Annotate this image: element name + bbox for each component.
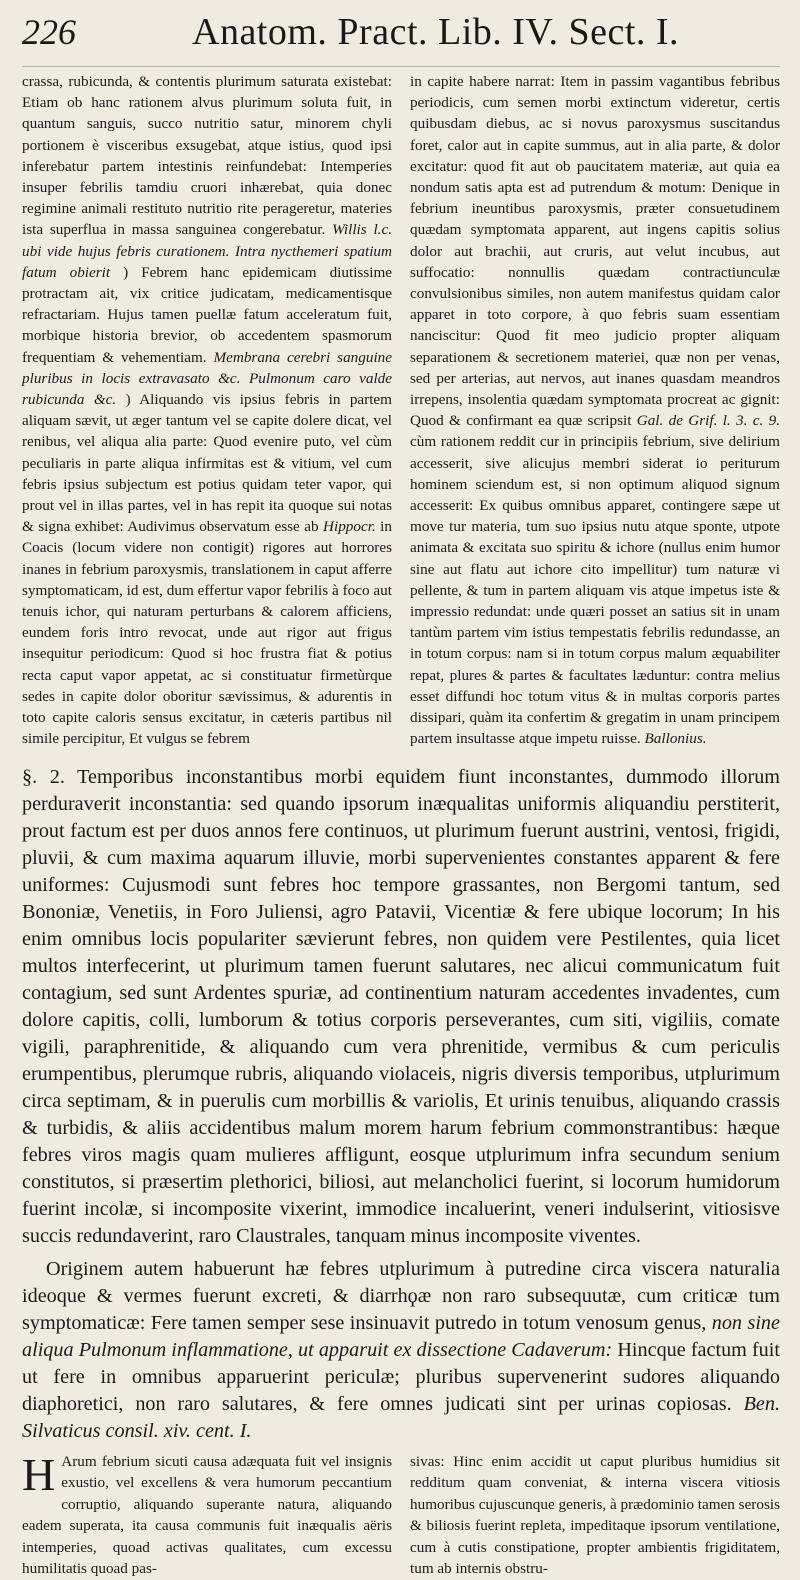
italic-run: Intra nycthemeri spatium fatum obierit [22,242,392,281]
paragraph [22,764,780,1250]
paragraph [22,1256,780,1445]
text-run: ) Febrem hanc epidemicam diutissime protractam ait, vix critice judicatam, medicamentisque refractariam. Hujus tamen puellæ fatum acceleratum fuit, morbique historia brevior, ob accedentem spasmorum frequentiam & vehementiam. [22,263,393,366]
italic-run: non sine aliqua Pulmonum inflammatione, ut apparuit ex dissectione Cadaverum: [22,1311,780,1361]
section-2-text [22,764,780,1445]
italic-run: Ballonius. [644,730,707,748]
right-column-paragraph [410,71,780,750]
top-columns [22,71,780,750]
text-run: cùm rationem reddit cur in principiis febrium, sive delirium accesserit, sive alicujus membri siderat io periturum hominem sciendum est, si non optimum aliquod signum accesserit: Ex quibus omnibus apparet, contingere sæpe ut move tur materia, tum suo ipsius nutu atque sponte, utpote animata & excitata suo spiritu & ichore (nullus enim humor sine aut flatu aut ichore cito impellitur) tum naturæ vi pellente, & tum in partem aliquam vis atque impetus iste & impressio redundat: unde quæri posset an satius sit in unam tantùm partem vim istius tempestatis febrilis redundasse, an in totum corpus: nam si in totum corpus malum æquabiliter repat, plures & partes & facultates læduntur: contra melius esset diffundi hoc totum vitus & in multas corporis partes dissipari, quàm ita confertim & gregatim in unam principem partem insultasse atque impetu ruisse. [410,433,780,748]
left-column [22,71,392,750]
bottom-left-column [22,1448,392,1580]
bottom-columns [22,1448,780,1580]
italic-run: Willis l.c. ubi vide hujus febris curationem. [22,221,392,260]
bottom-right-column [410,1451,780,1580]
section-paragraph [22,1256,780,1445]
bottom-left-text: Arum febrium sicuti causa adæquata fuit vel insignis exustio, vel excellens & vera humorum peccantium corruptio, aliquando superante natura, aliquando eadem superata, ita causa communis fuit inæqualis aëris intemperies, quoad activas qualitates, cum excessu humilitatis quoad pas- [22,1452,392,1577]
italic-run: Hippocr. [323,518,376,536]
text-run: Originem autem habuerunt hæ febres utplurimum à putredine circa viscera naturalia ideoque & vermes fuerunt excreti, & diarrhϙæ non raro subsequutæ, cum criticæ tum symptomaticæ: Fere tamen semper sese insinuavit putredo in totum venosum genus, [22,1257,780,1334]
text-run: crassa, rubicunda, & contentis plurimum saturata existebat: Etiam ob hanc rationem alvus plurimum soluta fuit, in quantum sanguis, succo nutritio satur, minorem chyli portionem è visceribus exsugebat, atque istius, quod ipsi inferebatur partem intestinis reinfundebat: Intemperies insuper febrilis tamdiu cruori inhærebat, quia donec regimine animali restituto nutritio rite perageretur, materies ista superflua in massa sanguinea congerebatur. [22,73,392,239]
text-run: ) Aliquando vis ipsius febris in partem aliquam sævit, ut æger tantum vel se capite dolere dicat, vel renibus, vel aliqua alia parte: Quod evenire puto, vel cùm peculiaris in parte aliqua infirmitas est & vitium, vel cum febris ipsius subjectum est potius quidam teter vapor, qui prout vel in illas partes, vel in has repit ita quoque sui notas & signa exhibet: Audivimus observatum esse ab [22,391,392,536]
text-run: in Coacis (locum videre non contigit) rigores aut horrores inanes in febrium paroxysmis, translationem in caput afferre symptomaticam, id est, dum effertur vapor febrilis à foco aut tenuis ichor, qui naturam perturbans & calorem afficiens, eundem foris intro revocat, unde aut rigor aut frigus insequitur periodicum: Quod si hoc frustra fiat & potius recta caput vapor appetat, ac si constituatur firmetùrque sedes in capite dolor oboritur sævissimus, & adurentis in toto capite caloris sensus excitatur, in cæteris partibus nil simile percipitur, Et vulgus se febrem [22,518,392,748]
italic-run: Membrana cerebri sanguine pluribus in locis extravasato &c. Pulmonum caro valde rubicunda &c. [22,348,392,409]
text-run: in capite habere narrat: Item in passim vagantibus febribus periodicis, cum semen morbi extinctum videretur, certis quibusdam diebus, ac si novus paroxysmus suscitandus foret, calor aut in capite summus, aut in alia parte, & dolor excitatur: quod fit aut ob paucitatem materiæ, aut quia ea nondum satis apta est ad putrendum & motum: Denique in febrium ineuntibus paroxysmis, præter consuetudinem quædam symptomata apparent, aut ingens capitis solius dolor aut brachii, aut cruris, aut velut incubus, aut suffocatio: nonnullis quædam contractiunculæ convulsionibus similes, non autem manifestus quidam calor apparet in toto corpore, à quo febris suam essentiam nanciscitur: Quod fit meo judicio propter aliquam separationem & secretionem materiei, quæ non per venas, sed per arterias, aut nervos, aut inanes quasdam meandros irrepens, insolentia quædam symptomata procreat ac gignit: Quod & confirmant ea quæ scripsit [410,73,780,430]
italic-run: Ben. Silvaticus consil. xiv. cent. I. [22,1392,780,1442]
page-header [22,10,780,67]
page-number: 226 [22,12,76,52]
right-column [410,71,780,750]
section-paragraph [22,764,780,1250]
drop-cap: H [22,1448,56,1500]
bottom-right-text: sivas: Hinc enim accidit ut caput pluribus humidius sit redditum quam conveniat, & interna viscera vitiosis humoribus cujuscunque generis, à prædominio tamen serosis & biliosis fuerint repleta, impeditaque ipsorum ventilatione, cum à cutis constipatione, propter ambientis frigiditatem, tum ab internis obstru- [410,1452,780,1577]
left-column-paragraph [22,71,392,750]
text-run: §. 2. Temporibus inconstantibus morbi equidem fiunt inconstantes, dummodo illorum perduraverit inconstantia: sed quando ipsorum inæqualitas uniformis aliquandiu perstiterit, prout factum est per duos annos fere continuos, ut plurimum fuerunt austrini, ventosi, frigidi, pluvii, & cum maxima aquarum illuvie, morbi supervenientes constantes apparent & fere uniformes: Cujusmodi sunt febres hoc tempore grassantes, non Bergomi tantum, sed Bononiæ, Venetiis, in Foro Juliensi, agro Patavii, Vicentiæ & fere ubique locorum; In his enim omnibus locis populariter sævierunt febres, non quidem vere Pestilentes, quia licet multos interfecerint, ut plurimum tamen fuerunt salutares, nec alicui communicatum fuit contagium, sed sunt Ardentes spuriæ, ad continentium naturam accedentes invadentes, cum dolore capitis, colli, lumborum & totius corporis perseverantes, cum siti, vigiliis, comate vigili, paraphrenitide, & aliquando cum vera phrenitide, vermibus & cum periculis erumpentibus, plerumque rubris, aliquando violaceis, nigris diversis temporibus, utplurimum circa septimam, & in puerulis cum morbillis & variolis, Et urinis tenuibus, aliquando crassis & turbidis, & aliis accidentibus malum morem harum febrium commonstrantibus: hæque febres viros magis quam mulieres affligunt, eosque utplurimum infra secundum senium constitutos, si præsertim plethorici, biliosi, aut melancholici fuerint, si locorum humidorum fuerint incolæ, si incomposite vixerint, immodice incaluerint, veneri indulserint, vitiosisve succis redundaverint, raro Claustrales, tanquam minus incomposite viventes. [22,765,780,1247]
italic-run: Gal. de Grif. l. 3. c. 9. [636,412,780,430]
running-head: Anatom. Pract. Lib. IV. Sect. I. [192,11,680,53]
text-run: Hincque factum fuit ut fere in omnibus apparuerint periculæ; pluribus supervenerint sudores aliquando diaphoretici, non raro salutares, & fere omnes judicati sint per urinas copiosas. [22,1338,780,1415]
